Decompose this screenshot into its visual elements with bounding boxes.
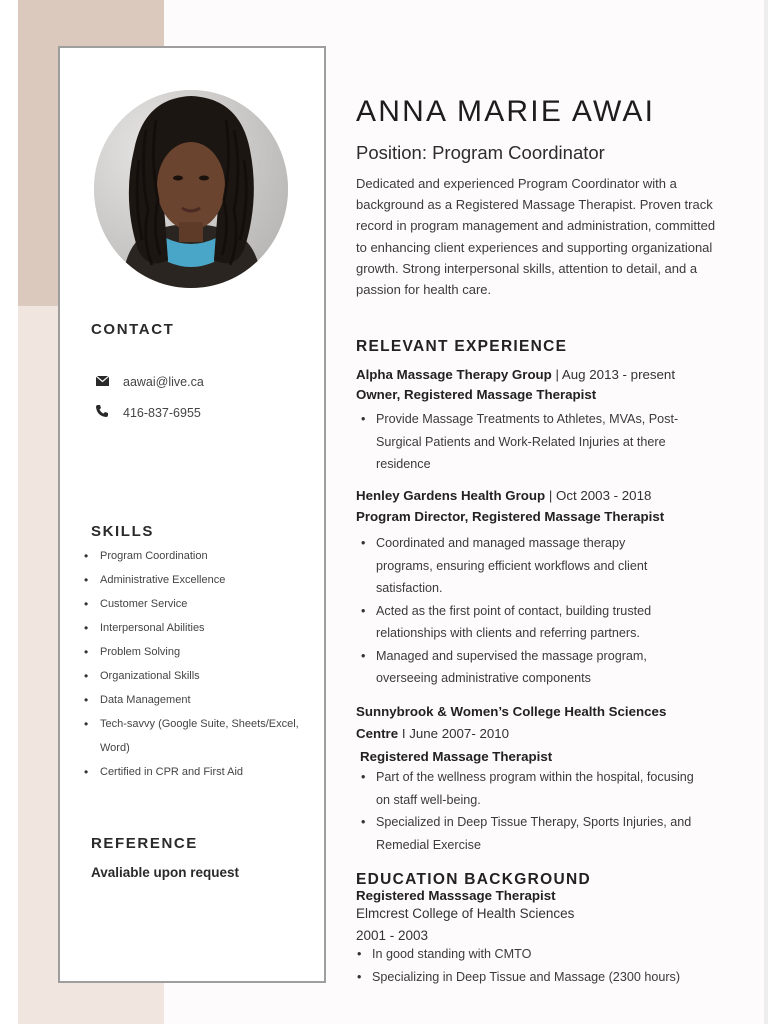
education-credential: Registered Masssage Therapist (356, 888, 556, 903)
skill-item: • Customer Service (84, 592, 316, 616)
job-title: Program Director, Registered Massage Therapist (356, 509, 665, 524)
job-bullet: • Acted as the first point of contact, building trusted relationships with clients and referring partners. (360, 600, 680, 645)
job-bullet: • Part of the wellness program within the hospital, focusing on staff well-being. (360, 766, 705, 811)
position-title: Position: Program Coordinator (356, 142, 605, 163)
summary-paragraph: Dedicated and experienced Program Coordinator with a background as a Registered Massage Therapist. Proven track record in program management and administration, committed to enhancing client experiences and supporting organizational growth. Strong interpersonal skills, attention to detail, and a passion for health care. (356, 176, 716, 298)
contact-phone[interactable]: 416-837-6955 (123, 405, 201, 420)
job-dates: I June 2007- 2010 (398, 726, 510, 741)
job-bullet: • Coordinated and managed massage therapy programs, ensuring efficient workflows and client satisfaction. (360, 532, 680, 600)
profile-photo-image (94, 90, 288, 288)
job-bullets-2 (360, 532, 680, 690)
job-org: Henley Gardens Health Group (356, 488, 546, 503)
skill-item: • Certified in CPR and First Aid (84, 760, 316, 784)
job-dates: | Aug 2013 - present (551, 367, 676, 382)
experience-heading: RELEVANT EXPERIENCE (356, 338, 568, 355)
education-bullet: • In good standing with CMTO (356, 943, 736, 966)
job-bullets-3 (360, 766, 705, 856)
contact-heading: CONTACT (91, 321, 175, 338)
job-org: Alpha Massage Therapy Group (356, 367, 552, 382)
job-bullet: • Provide Massage Treatments to Athletes, MVAs, Post-Surgical Patients and Work-Related Injuries at there residence (360, 408, 700, 476)
job-bullets-1 (360, 408, 700, 476)
job-header-3 (356, 704, 666, 719)
candidate-name: ANNA MARIE AWAI (356, 95, 656, 128)
skill-item: • Problem Solving (84, 640, 316, 664)
skill-item: • Tech-savvy (Google Suite, Sheets/Excel, Word) (84, 712, 316, 760)
page-edge (764, 0, 768, 1024)
skills-heading: SKILLS (91, 523, 154, 540)
phone-icon (93, 405, 111, 420)
skill-item: • Data Management (84, 688, 316, 712)
reference-text: Avaliable upon request (91, 865, 240, 880)
skill-item: • Interpersonal Abilities (84, 616, 316, 640)
job-org-line2: Centre (356, 726, 399, 741)
education-heading: EDUCATION BACKGROUND (356, 871, 591, 888)
sidebar-card (58, 46, 326, 983)
contact-phone-row (93, 405, 201, 420)
job-org: Sunnybrook & Women’s College Health Sciences (356, 704, 667, 719)
contact-email-row (93, 375, 204, 389)
education-school: Elmcrest College of Health Sciences (356, 906, 575, 921)
contact-email[interactable]: aawai@live.ca (123, 375, 204, 389)
job-header-3-line2 (356, 726, 509, 741)
profile-photo (94, 90, 288, 288)
job-title: Registered Massage Therapist (360, 749, 553, 764)
education-years: 2001 - 2003 (356, 928, 429, 943)
skill-item: • Program Coordination (84, 544, 316, 568)
job-header-1 (356, 367, 675, 382)
reference-heading: REFERENCE (91, 835, 198, 852)
skill-item: • Organizational Skills (84, 664, 316, 688)
job-bullet: • Specialized in Deep Tissue Therapy, Sports Injuries, and Remedial Exercise (360, 811, 705, 856)
skill-item: • Administrative Excellence (84, 568, 316, 592)
job-title: Owner, Registered Massage Therapist (356, 387, 597, 402)
job-header-2 (356, 488, 651, 503)
envelope-icon (93, 375, 111, 389)
skills-list (84, 544, 316, 784)
job-bullet: • Managed and supervised the massage program, overseeing administrative components (360, 645, 680, 690)
education-bullet: • Specializing in Deep Tissue and Massage (2300 hours) (356, 966, 736, 989)
education-bullets (356, 943, 736, 988)
job-dates: | Oct 2003 - 2018 (545, 488, 652, 503)
